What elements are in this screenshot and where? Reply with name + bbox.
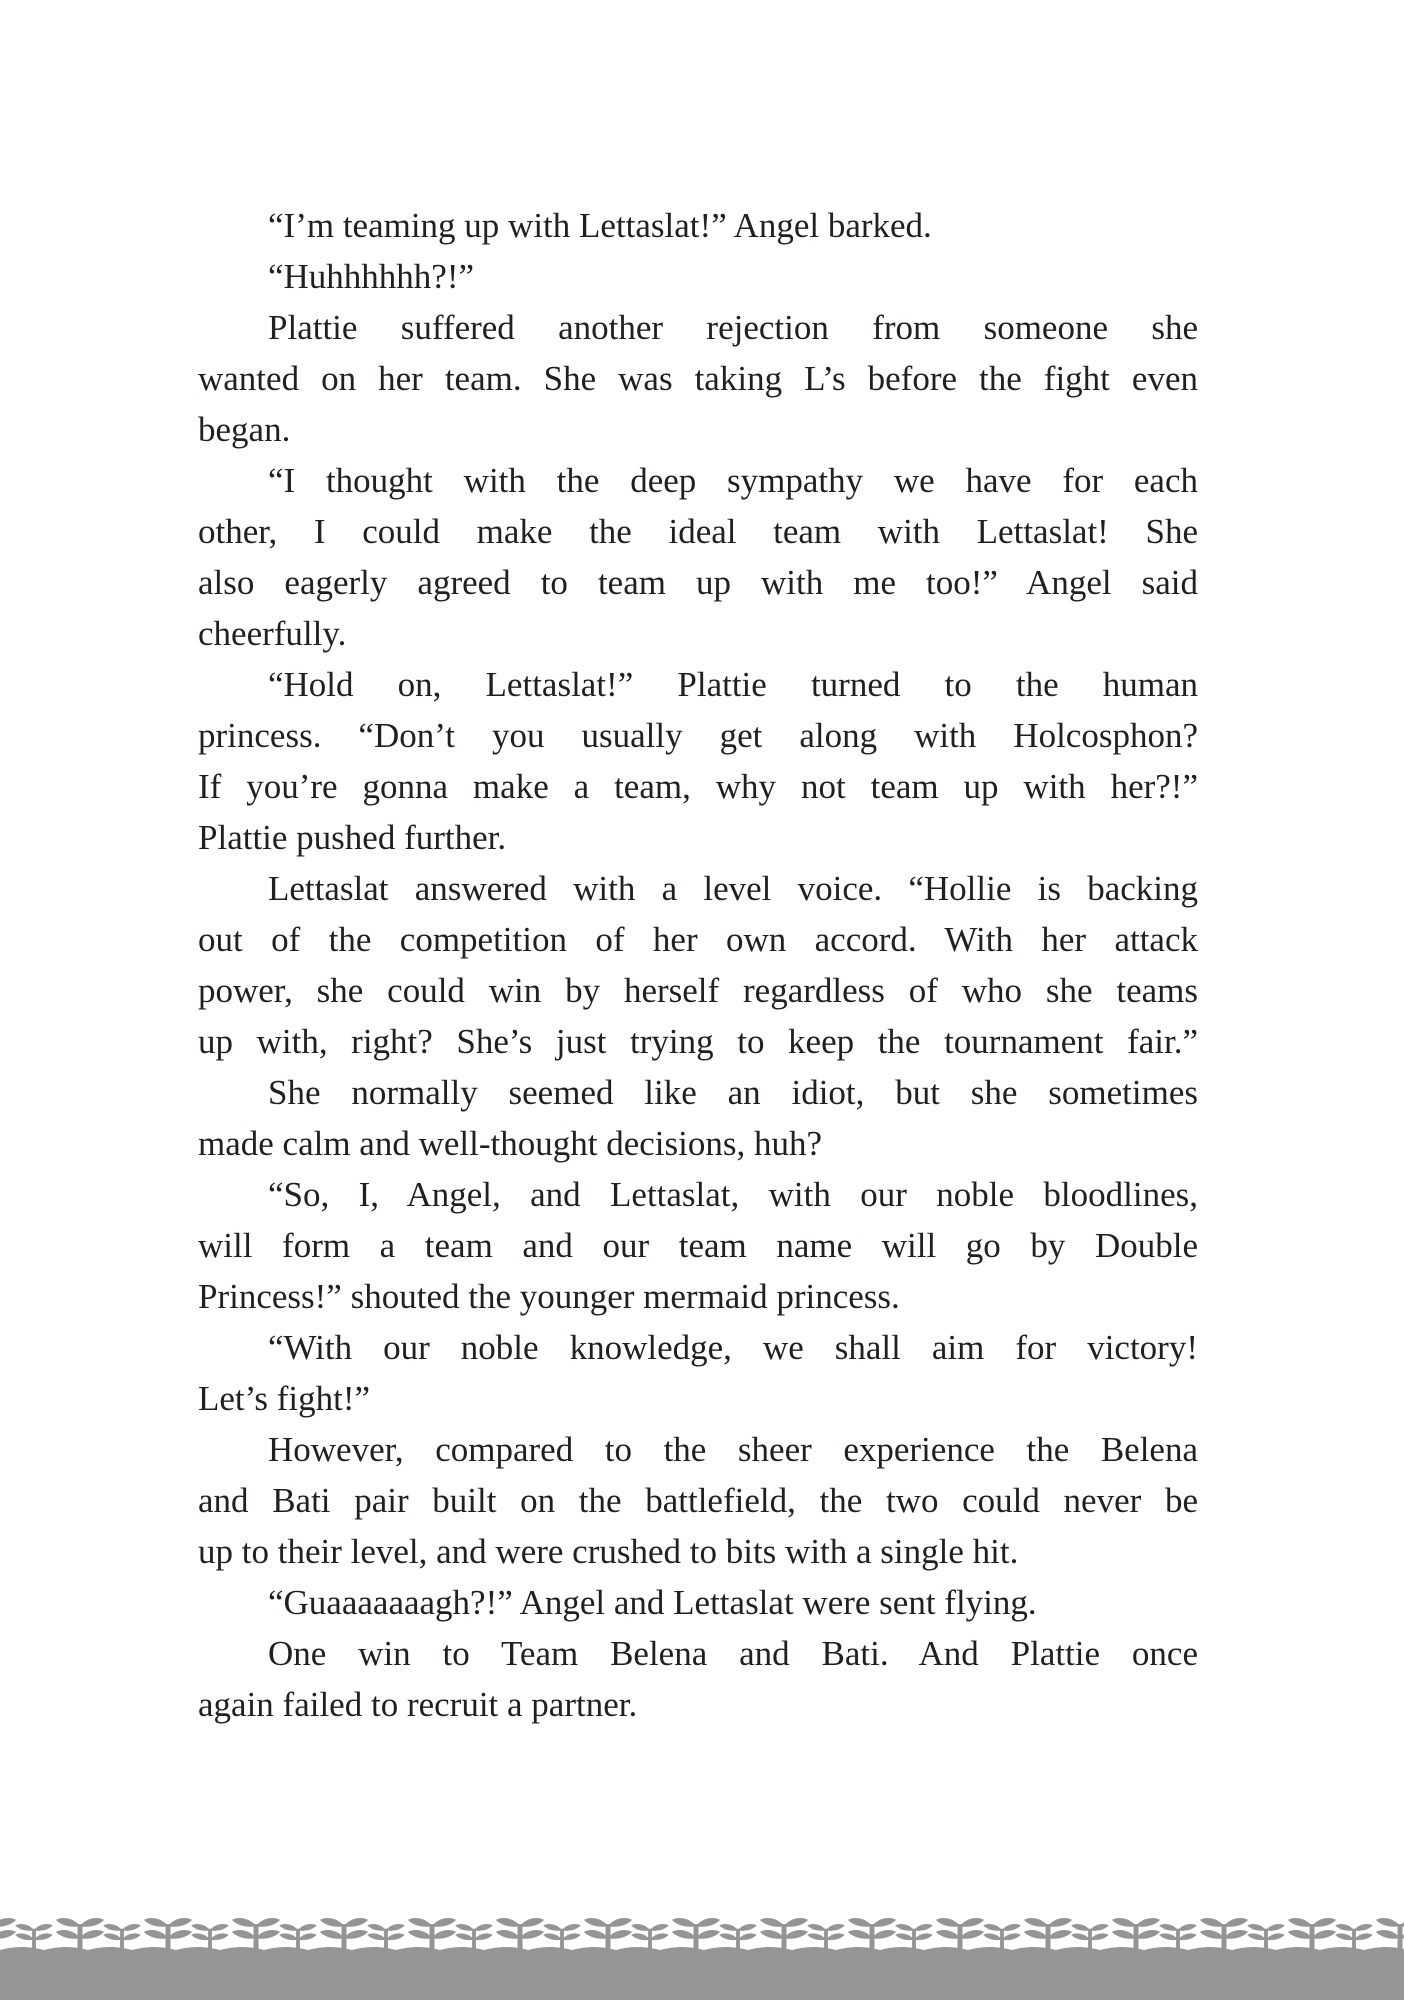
text-line: Plattie pushed further.	[198, 818, 507, 858]
text-line: Let’s fight!”	[198, 1379, 371, 1419]
text-line: “With our noble knowledge, we shall aim for victory!	[268, 1328, 1198, 1368]
text-line: other, I could make the ideal team with Lettaslat! She	[198, 512, 1198, 552]
text-line: “Guaaaaaaagh?!” Angel and Lettaslat were sent flying.	[268, 1583, 1037, 1623]
text-line: If you’re gonna make a team, why not team up with her?!”	[198, 767, 1198, 807]
text-line: “So, I, Angel, and Lettaslat, with our noble bloodlines,	[268, 1175, 1198, 1215]
text-line: up to their level, and were crushed to bits with a single hit.	[198, 1532, 1019, 1572]
text-line: began.	[198, 410, 291, 450]
sprout-border-footer	[0, 1900, 1404, 2000]
text-line: also eagerly agreed to team up with me too!” Angel said	[198, 563, 1198, 603]
text-line: Princess!” shouted the younger mermaid princess.	[198, 1277, 900, 1317]
page-body-text	[198, 200, 1198, 1730]
text-line: Lettaslat answered with a level voice. “Hollie is backing	[268, 869, 1198, 909]
text-line: again failed to recruit a partner.	[198, 1685, 638, 1725]
text-line: wanted on her team. She was taking L’s before the fight even	[198, 359, 1198, 399]
text-line: One win to Team Belena and Bati. And Plattie once	[268, 1634, 1198, 1674]
text-line: and Bati pair built on the battlefield, the two could never be	[198, 1481, 1198, 1521]
text-line: “Hold on, Lettaslat!” Plattie turned to the human	[268, 665, 1198, 705]
text-line: up with, right? She’s just trying to keep the tournament fair.”	[198, 1022, 1198, 1062]
text-line: However, compared to the sheer experience the Belena	[268, 1430, 1198, 1470]
text-line: “I thought with the deep sympathy we have for each	[268, 461, 1198, 501]
text-line: Plattie suffered another rejection from someone she	[268, 308, 1198, 348]
text-line: She normally seemed like an idiot, but she sometimes	[268, 1073, 1198, 1113]
text-line: cheerfully.	[198, 614, 347, 654]
text-line: made calm and well-thought decisions, huh?	[198, 1124, 823, 1164]
text-line: “Huhhhhhh?!”	[268, 257, 475, 297]
text-line: power, she could win by herself regardless of who she teams	[198, 971, 1198, 1011]
text-line: princess. “Don’t you usually get along with Holcosphon?	[198, 716, 1198, 756]
text-line: will form a team and our team name will go by Double	[198, 1226, 1198, 1266]
text-line: “I’m teaming up with Lettaslat!” Angel barked.	[268, 206, 932, 245]
text-line: out of the competition of her own accord. With her attack	[198, 920, 1198, 960]
